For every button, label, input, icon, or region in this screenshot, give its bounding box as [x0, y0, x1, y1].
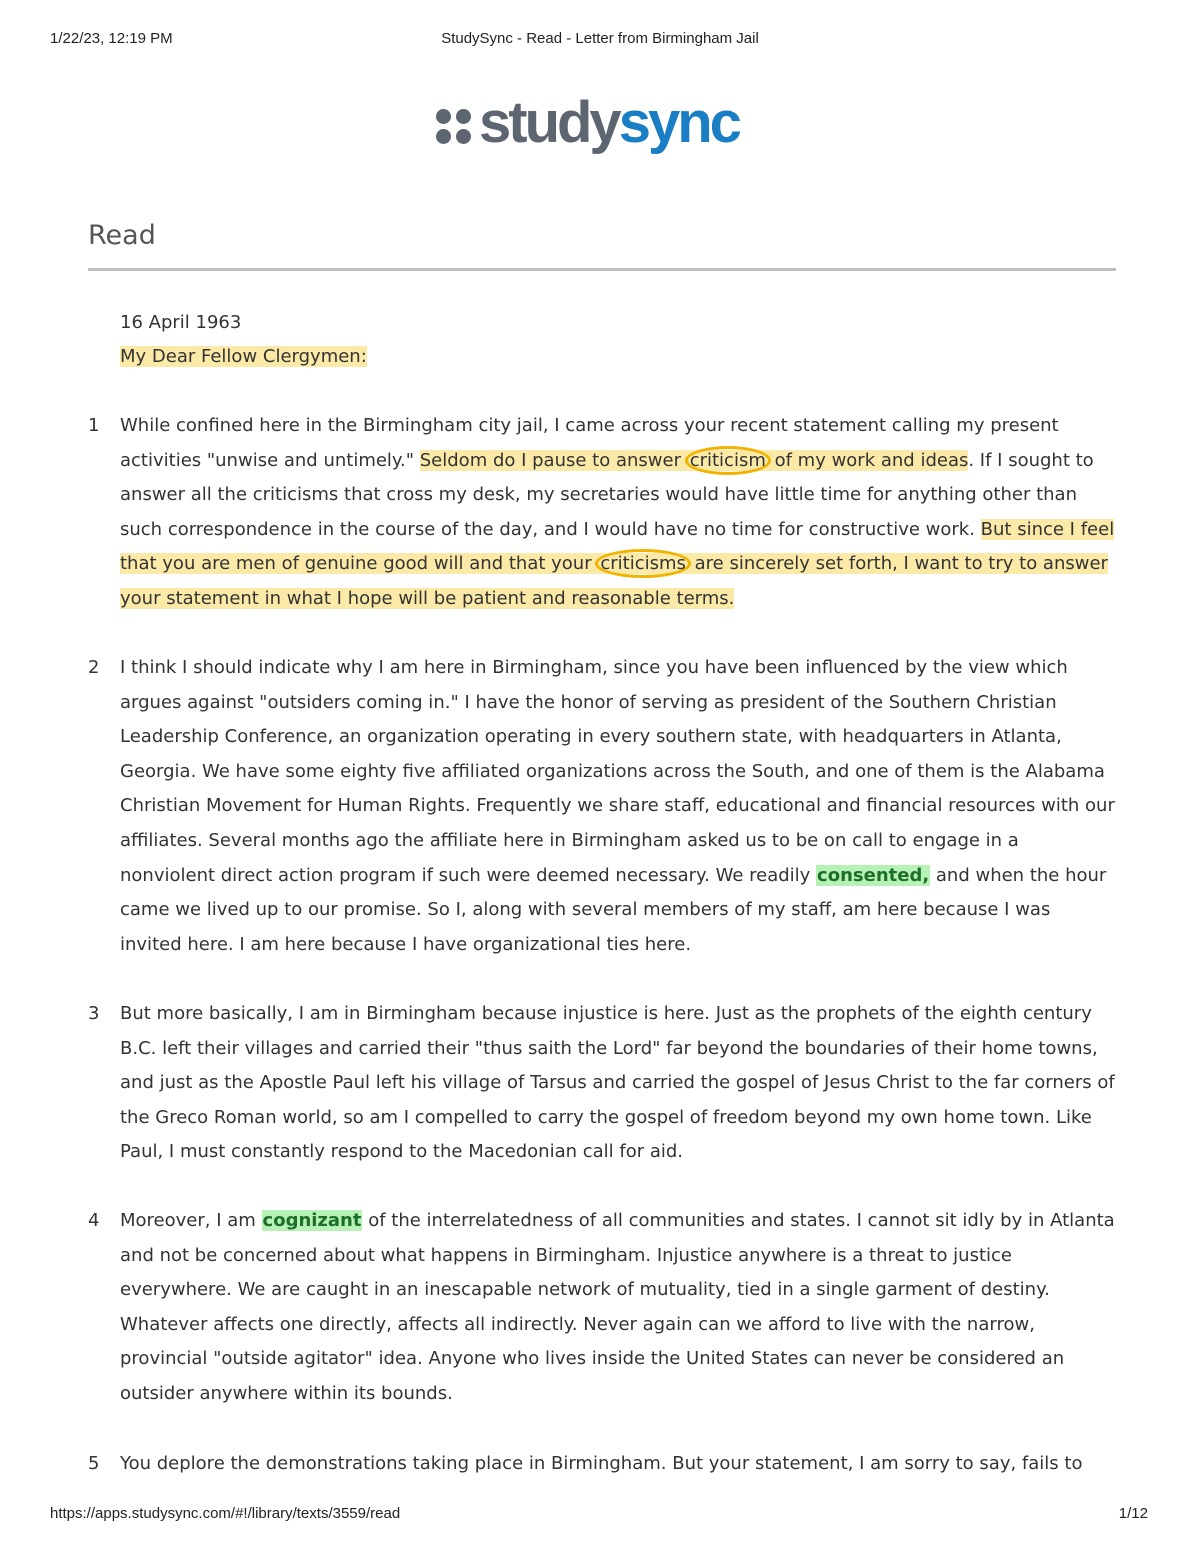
highlight[interactable]: But since I feel that you are men of genuine good will and that your criticisms are sincerely set forth, I want to try to answer your statement in what I hope will be patient and reasonable terms. — [120, 518, 1115, 609]
paragraph-number: 2 — [88, 657, 100, 678]
vocabulary-word[interactable]: consented, — [817, 864, 930, 886]
paragraph-4: 4 Moreover, I am cognizant of the interrelatedness of all communities and states. I cannot sit idly by in Atlanta and not be concerned about what happens in Birmingham. Injustice anywhere is a threat to justice everywhere. We are caught in an inescapable network of mutuality, tied in a single garment of destiny. Whatever affects one directly, affects all indirectly. Never again can we afford to live with the narrow, provincial "outside agitator" idea. Anyone who lives inside the United States can never be considered an outsider anywhere within its bounds. — [120, 1204, 1115, 1412]
letter-salutation: My Dear Fellow Clergymen: — [120, 346, 367, 367]
paragraph-number: 3 — [88, 1003, 100, 1024]
logo-dots-icon — [436, 109, 471, 144]
paragraph-number: 4 — [88, 1210, 100, 1231]
paragraph-number: 1 — [88, 415, 100, 436]
section-title: Read — [88, 220, 156, 251]
studysync-logo — [436, 88, 776, 158]
paragraph-2: 2 I think I should indicate why I am here in Birmingham, since you have been influenced by the view which argues against "outsiders coming in." I have the honor of serving as president of the Southern Christian Leadership Conference, an organization operating in every southern state, with headquarters in Atlanta, Georgia. We have some eighty five affiliated organizations across the South, and one of them is the Alabama Christian Movement for Human Rights. Frequently we share staff, educational and financial resources with our affiliates. Several months ago the affiliate here in Birmingham asked us to be on call to engage in a nonviolent direct action program if such were deemed necessary. We readily consented, and when the hour came we lived up to our promise. So I, along with several members of my staff, am here because I was invited here. I am here because I have organizational ties here. — [120, 651, 1115, 962]
print-header — [0, 30, 1200, 50]
print-url: https://apps.studysync.com/#!/library/texts/3559/read — [50, 1505, 401, 1522]
title-divider — [88, 268, 1116, 271]
paragraph-5: 5 You deplore the demonstrations taking place in Birmingham. But your statement, I am sorry to say, fails to — [120, 1447, 1115, 1482]
highlight[interactable]: Seldom do I pause to answer criticism of my work and ideas — [420, 450, 969, 471]
vocabulary-word[interactable]: cognizant — [262, 1210, 362, 1231]
paragraph-1: 1 While confined here in the Birmingham city jail, I came across your recent statement calling my present activities "unwise and untimely." Seldom do I pause to answer criticism of my work and ideas. If I sought to answer all the criticisms that cross my desk, my secretaries would have little time for anything other than such correspondence in the course of the day, and I would have no time for constructive work. But since I feel that you are men of genuine good will and that your criticisms are sincerely set forth, I want to try to answer your statement in what I hope will be patient and reasonable terms. — [120, 409, 1115, 617]
paragraph-3: 3 But more basically, I am in Birmingham because injustice is here. Just as the prophets of the eighth century B.C. left their villages and carried their "thus saith the Lord" far beyond the boundaries of their home towns, and just as the Apostle Paul left his village of Tarsus and carried the gospel of Jesus Christ to the far corners of the Greco Roman world, so am I compelled to carry the gospel of freedom beyond my own home town. Like Paul, I must constantly respond to the Macedonian call for aid. — [120, 997, 1115, 1170]
circled-annotation[interactable]: criticisms — [595, 549, 691, 578]
print-title: StudySync - Read - Letter from Birmingham Jail — [441, 30, 759, 47]
page-count: 1/12 — [1118, 1505, 1148, 1522]
circled-annotation[interactable]: criticism — [685, 446, 771, 475]
paragraph-number: 5 — [88, 1453, 100, 1474]
logo-wordmark: studysync — [479, 90, 739, 155]
letter-date: 16 April 1963 — [120, 312, 242, 333]
print-footer — [0, 1505, 1200, 1525]
print-date: 1/22/23, 12:19 PM — [50, 30, 173, 47]
